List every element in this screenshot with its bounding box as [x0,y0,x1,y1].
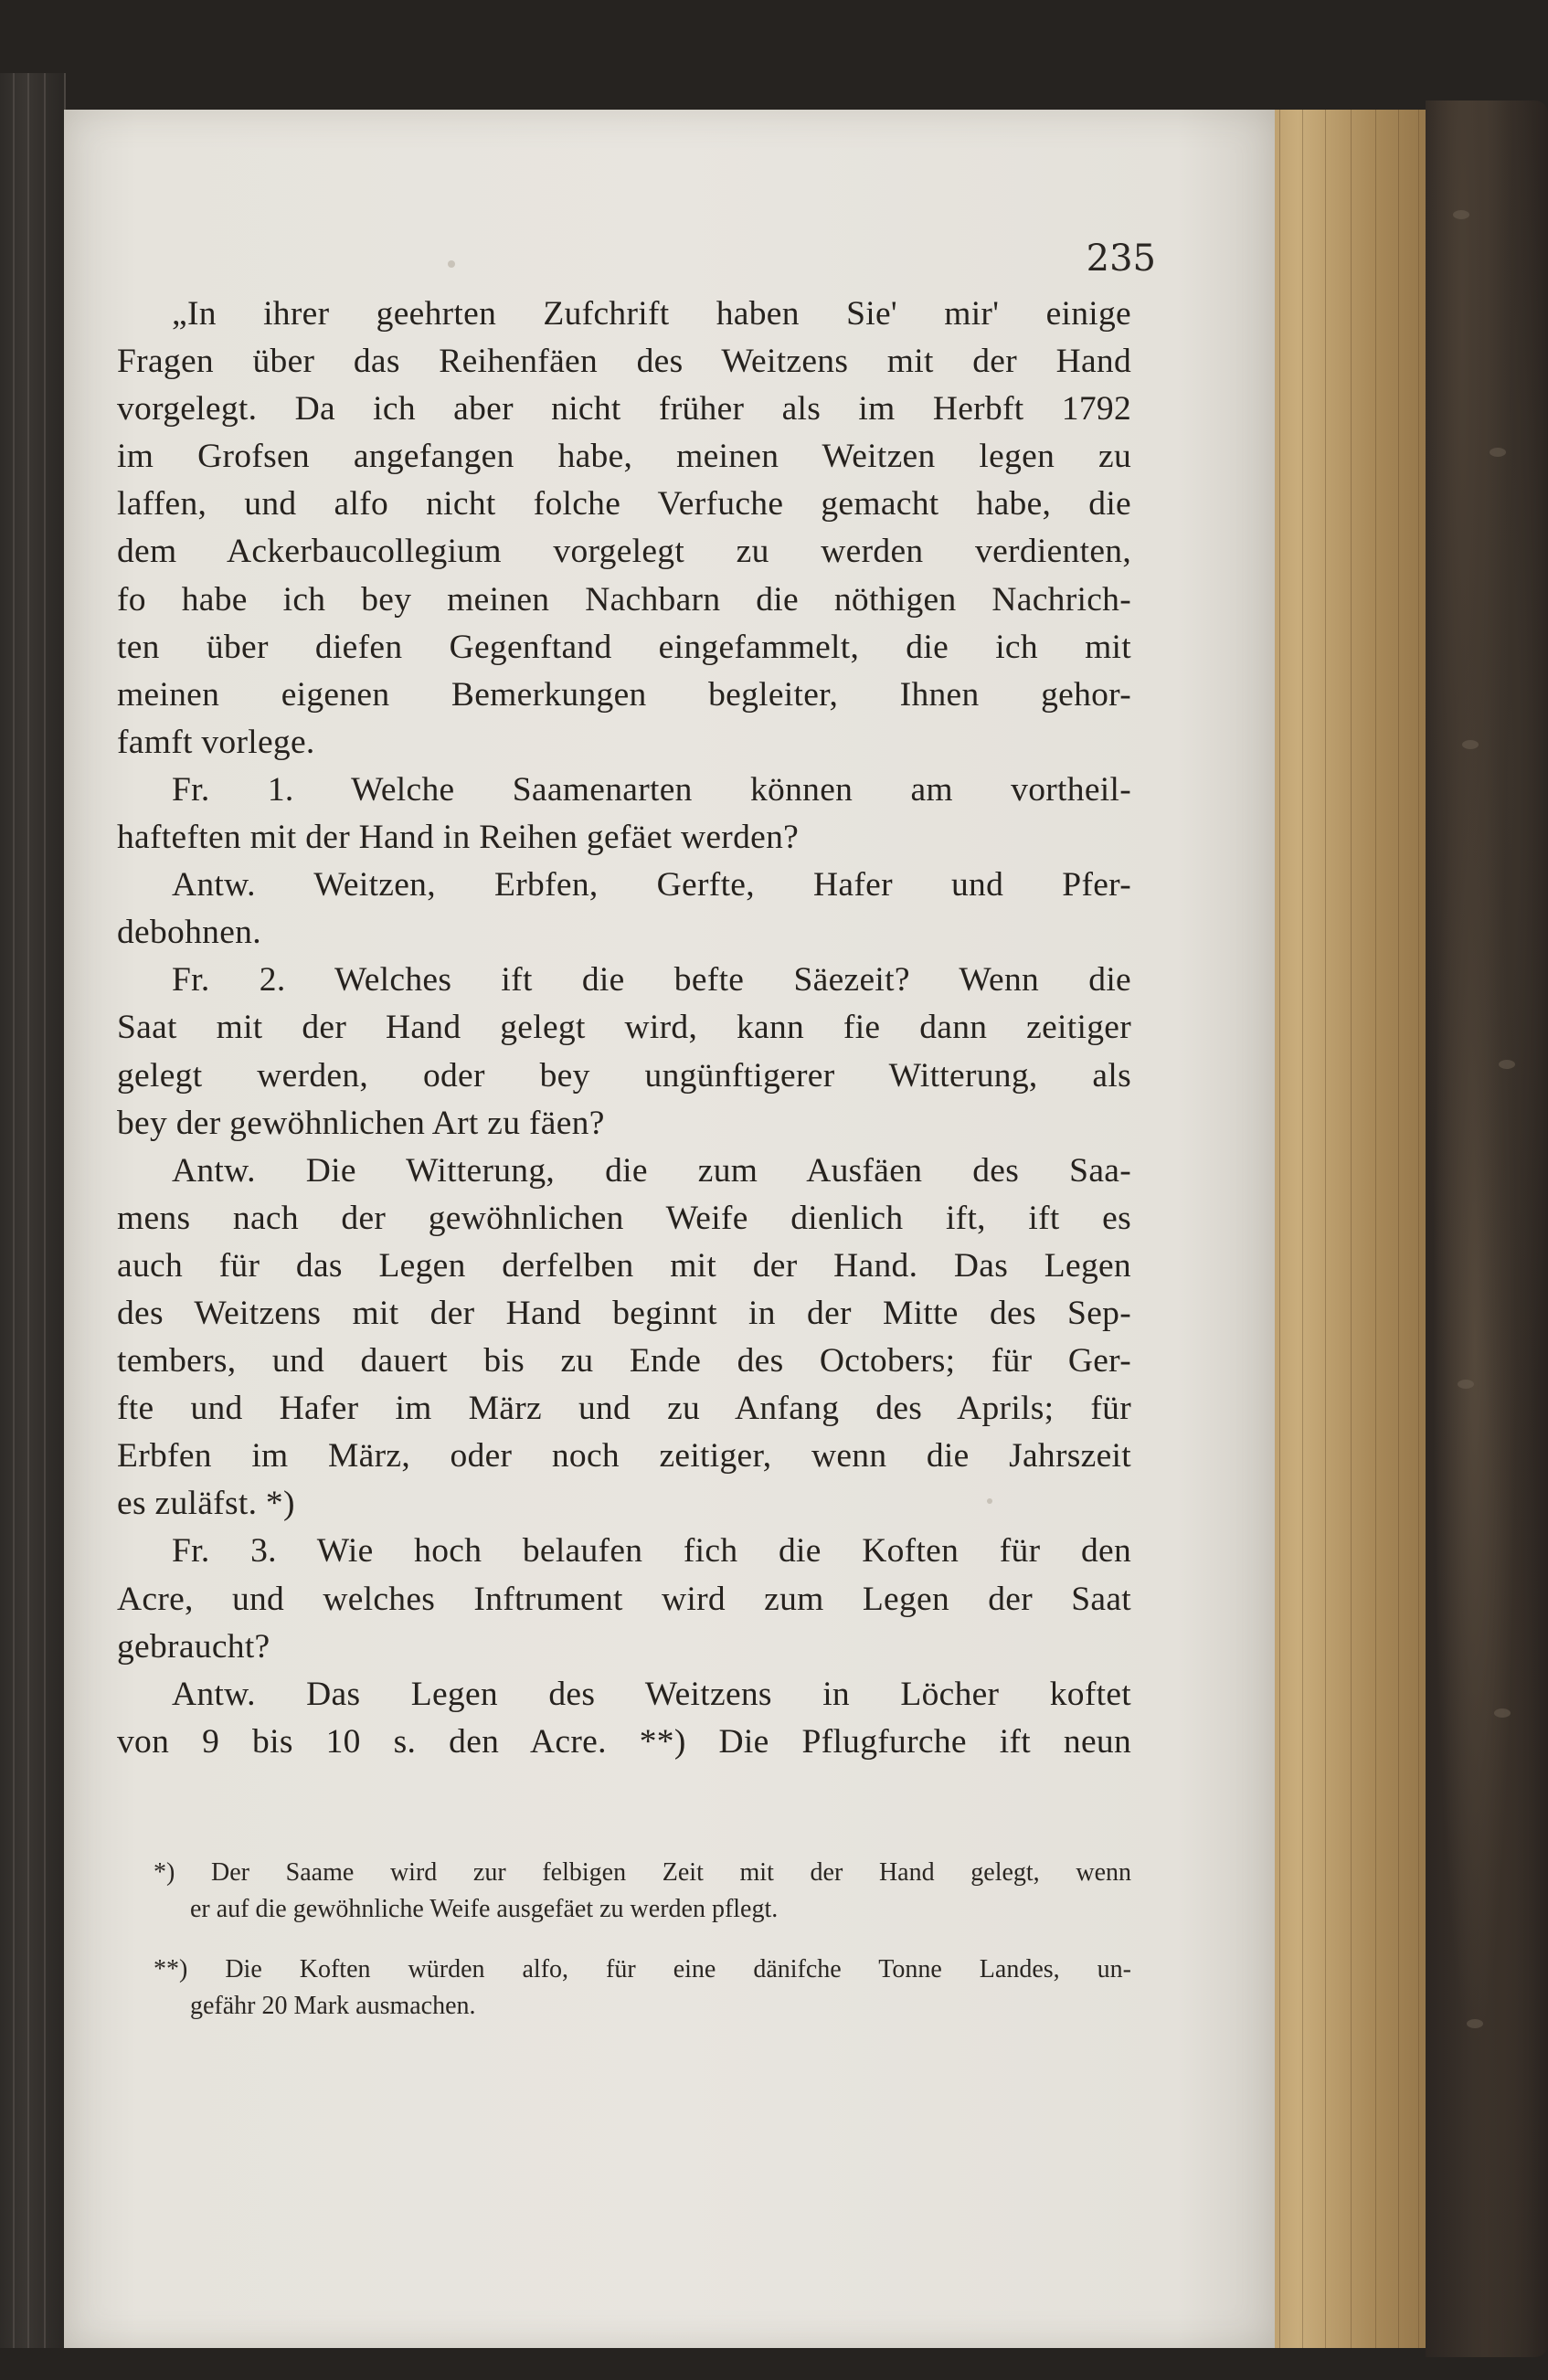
footnote [154,1855,1131,1928]
text-line: fte und Hafer im März und zu Anfang des Aprils; für [117,1390,1131,1428]
text-line: vorgelegt. Da ich aber nicht früher als im Herbft 1792 [117,390,1131,428]
text-line: Acre, und welches Inftrument wird zum Legen der Saat [117,1580,1131,1618]
paper-page [64,110,1275,2348]
text-line: famft vorlege. [117,723,315,761]
foxing-spot [448,260,455,268]
text-line: tembers, und dauert bis zu Ende des Octobers; für Ger- [117,1342,1131,1380]
text-line: Fr. 2. Welches ift die befte Säezeit? Wenn die [172,961,1131,1000]
text-line: dem Ackerbaucollegium vorgelegt zu werden verdienten, [117,533,1131,571]
text-line: hafteften mit der Hand in Reihen gefäet werden? [117,819,800,857]
text-line: Antw. Die Witterung, die zum Ausfäen des Saa- [172,1151,1131,1190]
text-line: Saat mit der Hand gelegt wird, kann fie dann zeitiger [117,1009,1131,1047]
text-line: Antw. Das Legen des Weitzens in Löcher koftet [172,1675,1131,1713]
binding-line [27,73,29,2348]
text-line: gebraucht? [117,1627,270,1666]
text-line: debohnen. [117,914,261,952]
text-line: Fr. 1. Welche Saamenarten können am vortheil- [172,770,1131,809]
footnote-line: er auf die gewöhnliche Weife ausgefäet zu werden pflegt. [190,1895,779,1923]
text-line: Fr. 3. Wie hoch belaufen fich die Koften für den [172,1532,1131,1571]
text-line: Erbfen im März, oder noch zeitiger, wenn die Jahrszeit [117,1437,1131,1476]
text-line: ten über diefen Gegenftand eingefammelt, die ich mit [117,628,1131,666]
text-line: es zuläfst. *) [117,1485,295,1523]
text-line: Antw. Weitzen, Erbfen, Gerfte, Hafer und Pfer- [172,866,1131,904]
text-line: auch für das Legen derfelben mit der Hand. Das Legen [117,1246,1131,1285]
page-number: 235 [1086,238,1156,280]
text-line: Fragen über das Reihenfäen des Weitzens mit der Hand [117,343,1131,381]
text-line: gelegt werden, oder bey ungünftigerer Witterung, als [117,1056,1131,1095]
binding-line [44,73,46,2348]
footnote-line: **) Die Koften würden alfo, für eine dänifche Tonne Landes, un- [154,1955,1131,1983]
text-line: des Weitzens mit der Hand beginnt in der Mitte des Sep- [117,1294,1131,1332]
binding-line [13,73,15,2348]
text-line: von 9 bis 10 s. den Acre. **) Die Pflugfurche ift neun [117,1722,1131,1761]
text-line: im Grofsen angefangen habe, meinen Weitzen legen zu [117,438,1131,476]
body-text [117,291,1131,1766]
text-line: bey der gewöhnlichen Art zu fäen? [117,1104,605,1142]
page-fore-edge [1261,110,1444,2348]
marbled-cover [1426,100,1548,2357]
footnote-line: *) Der Saame wird zur felbigen Zeit mit der Hand gelegt, wenn [154,1858,1131,1887]
footnote [154,1952,1131,2025]
footnotes [154,1855,1131,2048]
footnote-line: gefähr 20 Mark ausmachen. [190,1992,476,2020]
text-line: meinen eigenen Bemerkungen begleiter, Ihnen gehor- [117,675,1131,714]
text-line: laffen, und alfo nicht folche Verfuche gemacht habe, die [117,485,1131,524]
text-line: mens nach der gewöhnlichen Weife dienlich ift, ift es [117,1199,1131,1237]
binding-edge [0,73,66,2348]
text-line: fo habe ich bey meinen Nachbarn die nöthigen Nachrich- [117,580,1131,619]
text-line: „In ihrer geehrten Zufchrift haben Sie' mir' einige [172,295,1131,333]
